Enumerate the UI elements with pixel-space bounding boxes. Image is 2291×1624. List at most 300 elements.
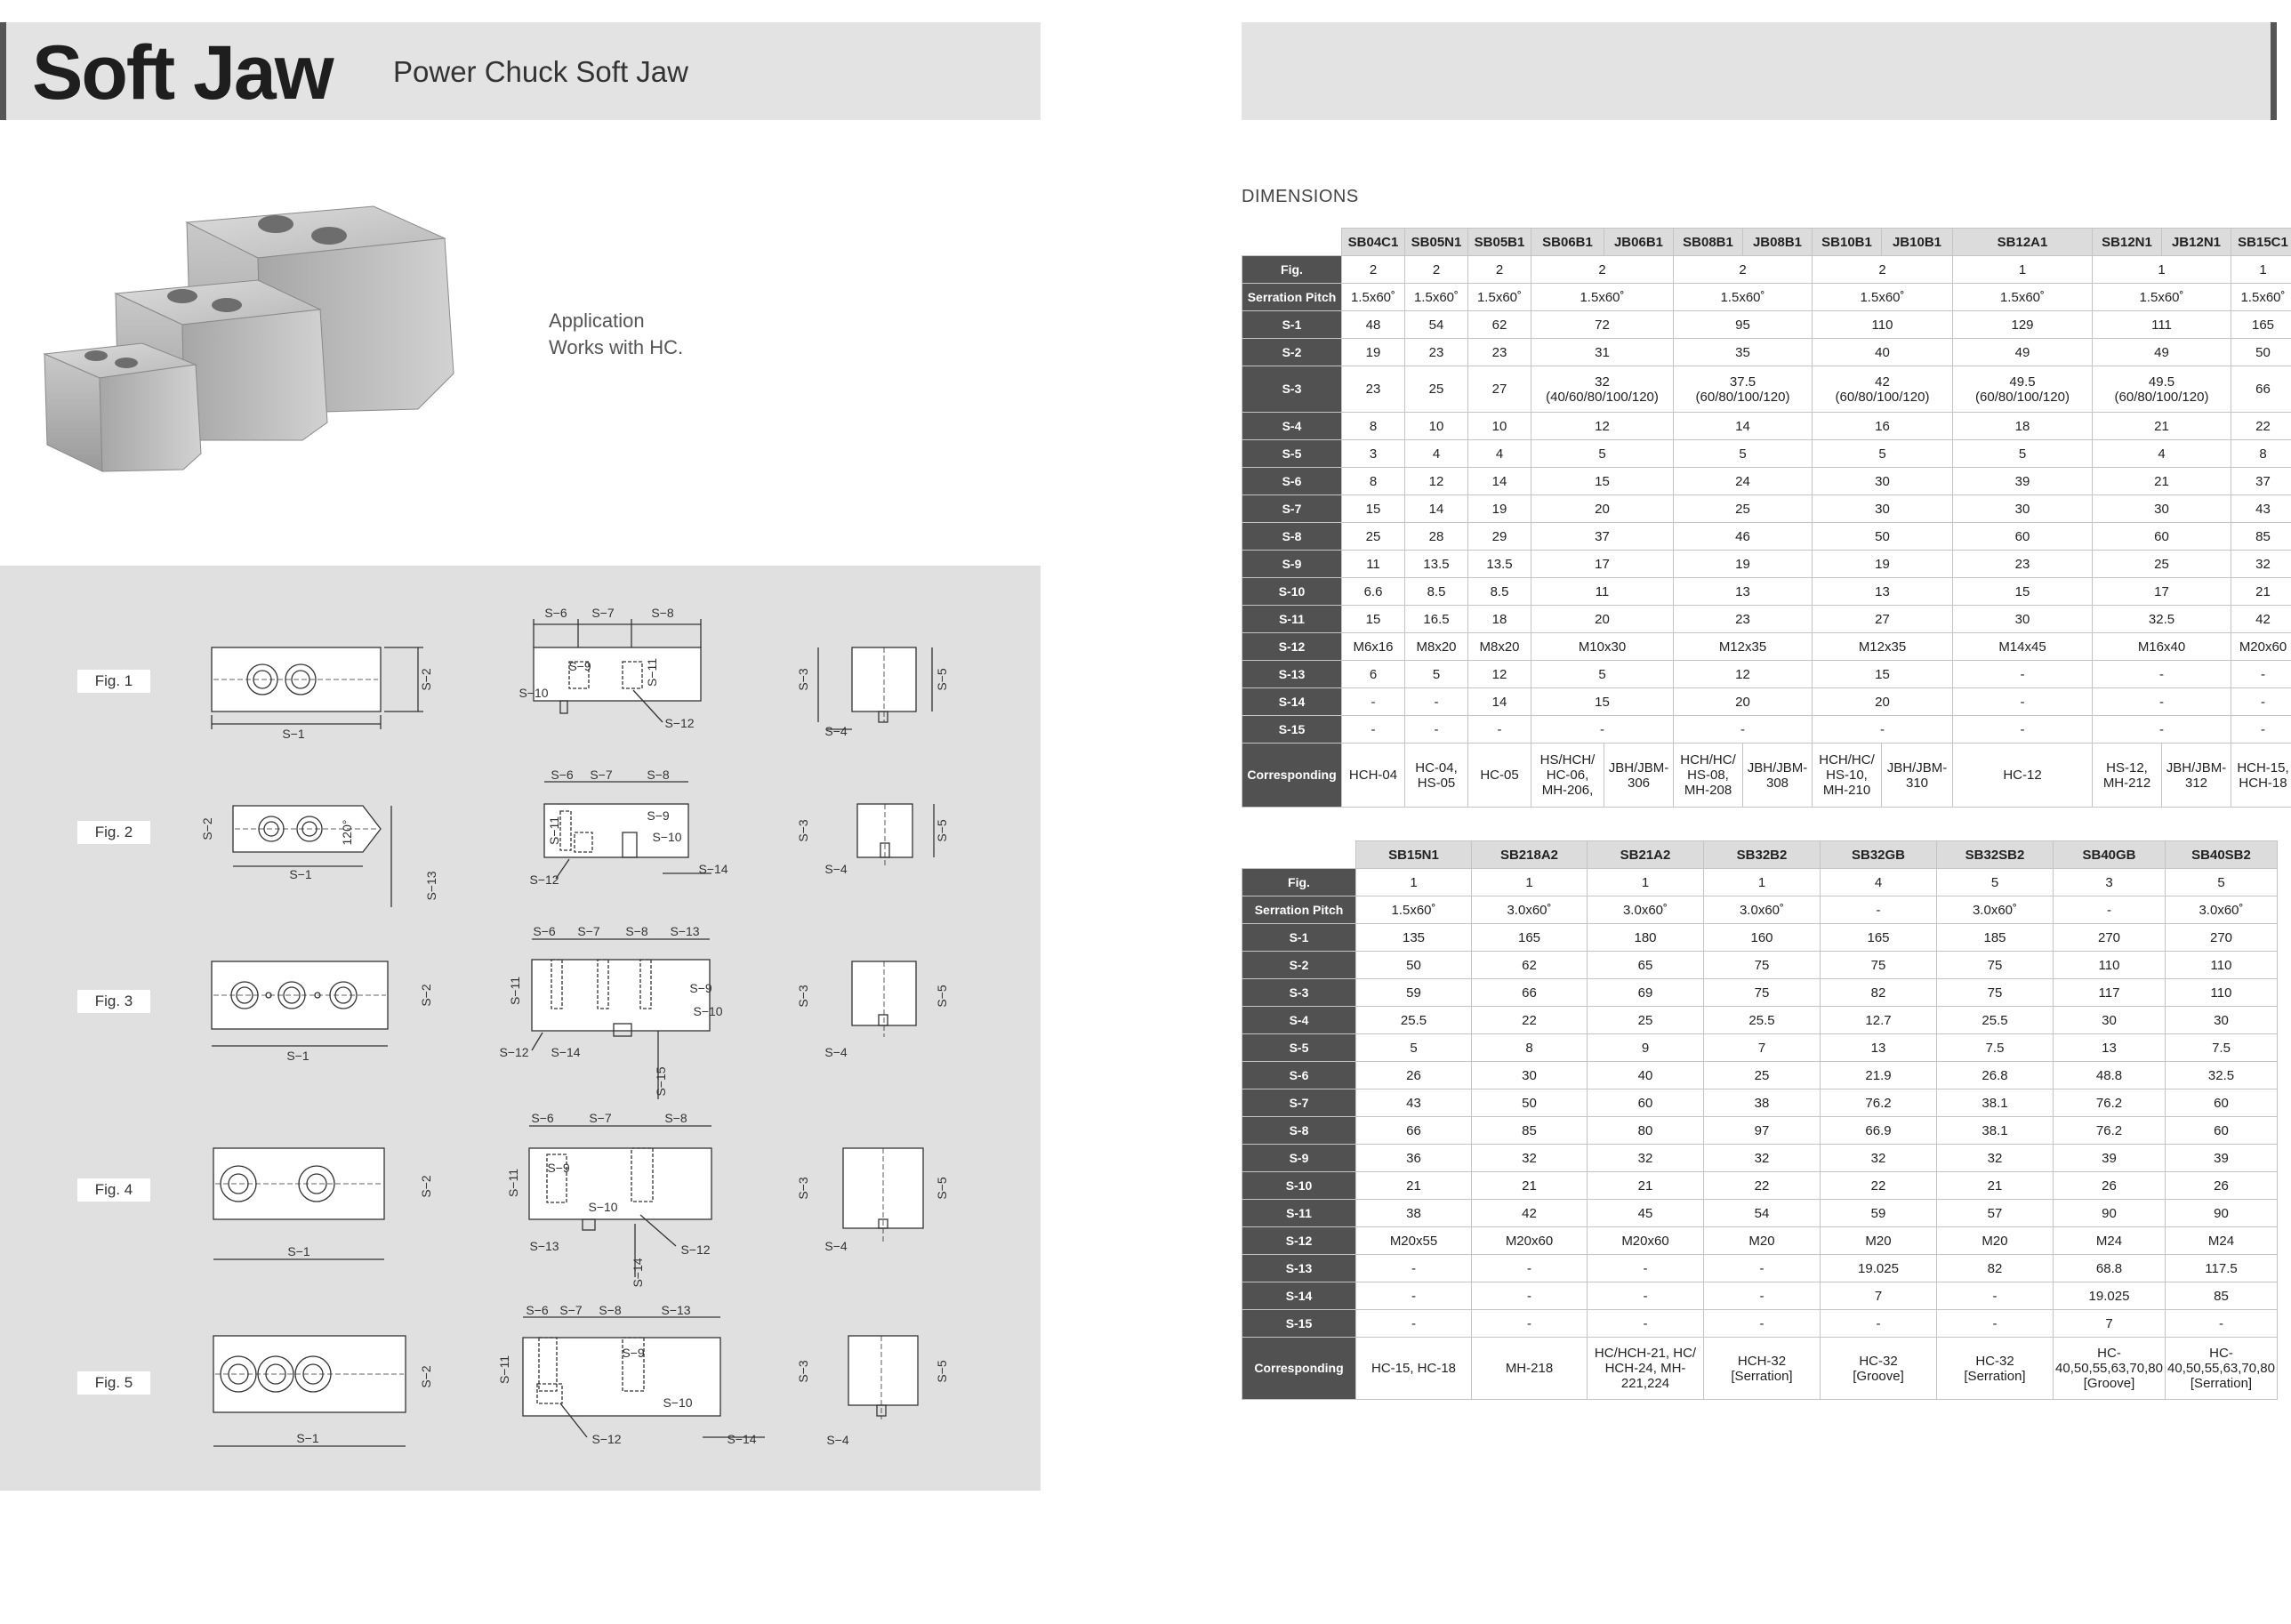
table-cell: -: [1588, 1282, 1704, 1310]
fig1-drawing: [212, 606, 949, 741]
table-cell: 8: [2231, 440, 2291, 468]
table-cell: 43: [1356, 1089, 1472, 1117]
table-cell: 21.9: [1821, 1062, 1937, 1089]
svg-text:S−5: S−5: [935, 668, 949, 691]
table-cell: 3: [2054, 869, 2166, 896]
col-header: SB06B1: [1531, 229, 1604, 256]
table-cell: MH-218: [1472, 1338, 1588, 1400]
table-cell: 8: [1472, 1034, 1588, 1062]
table-cell: 7: [1704, 1034, 1821, 1062]
table-cell: 90: [2054, 1200, 2166, 1227]
table-cell: HC/HCH-21, HC/ HCH-24, MH- 221,224: [1588, 1338, 1704, 1400]
table-cell: 110: [2166, 979, 2278, 1007]
table-cell: M8x20: [1405, 633, 1468, 661]
table-cell: 10: [1405, 413, 1468, 440]
col-header: JB10B1: [1882, 229, 1953, 256]
table-cell: -: [1468, 716, 1531, 744]
svg-text:S−9: S−9: [689, 981, 712, 995]
table-cell: M10x30: [1531, 633, 1674, 661]
table-row: [1242, 1172, 2278, 1200]
table-cell: 76.2: [2054, 1117, 2166, 1145]
table-cell: 1.5x60˚: [1953, 284, 2093, 311]
table-cell: 40: [1588, 1062, 1704, 1089]
table-cell: 1.5x60˚: [1674, 284, 1813, 311]
table-cell: 48.8: [2054, 1062, 2166, 1089]
table-row: [1242, 284, 2291, 311]
table-cell: 5: [1953, 440, 2093, 468]
row-label: S-10: [1242, 1172, 1356, 1200]
table-cell: 15: [1531, 468, 1674, 495]
table-cell: 5: [1531, 661, 1674, 688]
col-header: SB15C1: [2231, 229, 2291, 256]
table-cell: 62: [1468, 311, 1531, 339]
table-cell: HC- 40,50,55,63,70,80 [Groove]: [2054, 1338, 2166, 1400]
table-row: [1242, 661, 2291, 688]
table-cell: 62: [1472, 952, 1588, 979]
table-cell: 135: [1356, 924, 1472, 952]
fig4-drawing: [213, 1111, 949, 1288]
table-row: [1242, 716, 2291, 744]
col-header: SB40GB: [2054, 841, 2166, 869]
table-cell: 21: [2231, 578, 2291, 606]
table-cell: 22: [1704, 1172, 1821, 1200]
table-cell: 3.0x60˚: [1472, 896, 1588, 924]
table-row: [1242, 1282, 2278, 1310]
row-label: S-4: [1242, 413, 1342, 440]
col-header: JB08B1: [1743, 229, 1813, 256]
table-cell: 85: [1472, 1117, 1588, 1145]
table-cell: 12: [1405, 468, 1468, 495]
svg-text:S−4: S−4: [824, 1239, 848, 1253]
svg-text:S−6: S−6: [533, 924, 556, 938]
page-subtitle: Power Chuck Soft Jaw: [393, 55, 688, 88]
table-cell: 50: [2231, 339, 2291, 366]
small-jaw-shape: [44, 343, 201, 471]
table-cell: 60: [2166, 1117, 2278, 1145]
svg-text:S−11: S−11: [547, 816, 561, 846]
table-cell: 20: [1531, 495, 1674, 523]
table-cell: M6x16: [1342, 633, 1405, 661]
table-cell: 25: [1588, 1007, 1704, 1034]
fig-label-2: Fig. 2: [77, 821, 150, 844]
table-cell: 3.0x60˚: [1588, 896, 1704, 924]
table-cell: 8: [1342, 468, 1405, 495]
col-header: SB32GB: [1821, 841, 1937, 869]
row-label: S-2: [1242, 952, 1356, 979]
row-label: S-6: [1242, 468, 1342, 495]
table-cell: 76.2: [1821, 1089, 1937, 1117]
row-label: Serration Pitch: [1242, 284, 1342, 311]
row-label: Corresponding: [1242, 1338, 1356, 1400]
table-cell: 22: [1821, 1172, 1937, 1200]
svg-text:S−9: S−9: [568, 659, 591, 673]
svg-text:S−10: S−10: [693, 1004, 723, 1018]
table-cell: HC-05: [1468, 744, 1531, 808]
table-cell: M20x55: [1356, 1227, 1472, 1255]
table-cell: 12: [1531, 413, 1674, 440]
table-cell: 270: [2166, 924, 2278, 952]
table-row: [1242, 1145, 2278, 1172]
col-header: SB08B1: [1674, 229, 1743, 256]
table-row: [1242, 744, 2291, 808]
svg-text:S−2: S−2: [419, 668, 433, 691]
table-cell: 9: [1588, 1034, 1704, 1062]
table-cell: 80: [1588, 1117, 1704, 1145]
figure-panel: [0, 566, 1041, 1491]
col-header: SB05B1: [1468, 229, 1531, 256]
table-cell: 6: [1342, 661, 1405, 688]
table-cell: 50: [1472, 1089, 1588, 1117]
table-cell: 75: [1704, 952, 1821, 979]
table-cell: 48: [1342, 311, 1405, 339]
row-label: S-1: [1242, 311, 1342, 339]
table-cell: 4: [2093, 440, 2231, 468]
row-label: S-4: [1242, 1007, 1356, 1034]
svg-text:S−7: S−7: [590, 768, 613, 782]
svg-text:S−8: S−8: [599, 1303, 622, 1317]
table-cell: HCH/HC/ HS-08, MH-208: [1674, 744, 1743, 808]
row-label: S-1: [1242, 924, 1356, 952]
svg-text:S−10: S−10: [652, 830, 682, 844]
table-cell: 49: [2093, 339, 2231, 366]
table-cell: 3.0x60˚: [1937, 896, 2054, 924]
table-cell: 60: [1588, 1089, 1704, 1117]
table-cell: 21: [2093, 468, 2231, 495]
table-cell: 19.025: [1821, 1255, 1937, 1282]
svg-text:S−8: S−8: [664, 1111, 687, 1125]
table-cell: 20: [1674, 688, 1813, 716]
table-cell: 37: [1531, 523, 1674, 551]
table-cell: 39: [2054, 1145, 2166, 1172]
dimensions-table-1: [1242, 228, 2291, 808]
dimensions-title: DIMENSIONS: [1242, 187, 1359, 206]
table-cell: M20x60: [1472, 1227, 1588, 1255]
svg-text:S−10: S−10: [663, 1395, 693, 1410]
svg-text:S−1: S−1: [287, 1244, 310, 1258]
col-header: SB40SB2: [2166, 841, 2278, 869]
table-cell: 29: [1468, 523, 1531, 551]
svg-text:S−5: S−5: [935, 1177, 949, 1200]
table-cell: 66.9: [1821, 1117, 1937, 1145]
table-cell: HC-12: [1953, 744, 2093, 808]
table-cell: 15: [1342, 606, 1405, 633]
svg-text:S−10: S−10: [518, 686, 549, 700]
table-cell: -: [1472, 1255, 1588, 1282]
table-cell: 13: [1821, 1034, 1937, 1062]
table-cell: 7.5: [1937, 1034, 2054, 1062]
table-cell: 30: [1953, 606, 2093, 633]
table-cell: 66: [2231, 366, 2291, 413]
svg-text:S−7: S−7: [577, 924, 600, 938]
table-cell: 23: [1468, 339, 1531, 366]
table-row: [1242, 468, 2291, 495]
table-cell: 37.5 (60/80/100/120): [1674, 366, 1813, 413]
table-cell: JBH/JBM- 312: [2162, 744, 2231, 808]
table-cell: 72: [1531, 311, 1674, 339]
row-label: S-12: [1242, 633, 1342, 661]
table-cell: 16.5: [1405, 606, 1468, 633]
table-cell: 11: [1531, 578, 1674, 606]
table-cell: 25: [1704, 1062, 1821, 1089]
table-cell: 32.5: [2166, 1062, 2278, 1089]
row-label: S-5: [1242, 440, 1342, 468]
table-cell: 82: [1937, 1255, 2054, 1282]
table-cell: 1.5x60˚: [1531, 284, 1674, 311]
table-row: [1242, 1255, 2278, 1282]
table-cell: 54: [1405, 311, 1468, 339]
fig-label-3: Fig. 3: [77, 990, 150, 1013]
table-cell: 165: [2231, 311, 2291, 339]
svg-text:S−3: S−3: [796, 1360, 810, 1383]
table-cell: 75: [1937, 979, 2054, 1007]
row-label: S-14: [1242, 1282, 1356, 1310]
table-row: [1242, 633, 2291, 661]
table-cell: 165: [1821, 924, 1937, 952]
table-row: [1242, 440, 2291, 468]
table-cell: 68.8: [2054, 1255, 2166, 1282]
table-cell: 1.5x60˚: [1342, 284, 1405, 311]
table-1-corner: [1242, 229, 1342, 256]
svg-text:S−13: S−13: [661, 1303, 691, 1317]
table-cell: 49.5 (60/80/100/120): [1953, 366, 2093, 413]
table-cell: JBH/JBM- 310: [1882, 744, 1953, 808]
table-cell: 30: [1813, 495, 1953, 523]
table-cell: 32.5: [2093, 606, 2231, 633]
row-label: S-13: [1242, 1255, 1356, 1282]
table-cell: 129: [1953, 311, 2093, 339]
table-cell: 111: [2093, 311, 2231, 339]
table-cell: 46: [1674, 523, 1813, 551]
header-banner-right: [1242, 22, 2277, 120]
svg-text:S−9: S−9: [547, 1161, 570, 1175]
table-cell: M8x20: [1468, 633, 1531, 661]
table-cell: -: [1937, 1282, 2054, 1310]
table-cell: 110: [1813, 311, 1953, 339]
svg-text:S−4: S−4: [824, 724, 848, 738]
table-cell: 42: [1472, 1200, 1588, 1227]
table-cell: 5: [1405, 661, 1468, 688]
table-cell: -: [1405, 716, 1468, 744]
table-cell: 31: [1531, 339, 1674, 366]
col-header: SB32SB2: [1937, 841, 2054, 869]
table-row: [1242, 523, 2291, 551]
svg-text:S−11: S−11: [497, 1355, 511, 1385]
table-cell: 1: [1588, 869, 1704, 896]
table-cell: -: [1704, 1255, 1821, 1282]
table-cell: 19: [1674, 551, 1813, 578]
table-cell: 1.5x60˚: [1813, 284, 1953, 311]
row-label: S-15: [1242, 716, 1342, 744]
svg-text:S−9: S−9: [622, 1346, 645, 1360]
table-cell: 3: [1342, 440, 1405, 468]
table-cell: 16: [1813, 413, 1953, 440]
svg-text:S−3: S−3: [796, 985, 810, 1008]
svg-text:S−2: S−2: [419, 1365, 433, 1388]
table-cell: -: [1356, 1282, 1472, 1310]
svg-text:S−4: S−4: [824, 1045, 848, 1059]
svg-text:S−8: S−8: [647, 768, 670, 782]
svg-text:S−12: S−12: [529, 872, 559, 887]
row-label: S-2: [1242, 339, 1342, 366]
table-cell: 42 (60/80/100/120): [1813, 366, 1953, 413]
table-cell: 75: [1937, 952, 2054, 979]
svg-text:S−14: S−14: [551, 1045, 581, 1059]
table-cell: 160: [1704, 924, 1821, 952]
table-cell: HCH-04: [1342, 744, 1405, 808]
table-cell: 1.5x60˚: [2093, 284, 2231, 311]
table-cell: 19: [1813, 551, 1953, 578]
table-row: [1242, 1007, 2278, 1034]
table-cell: 30: [2093, 495, 2231, 523]
table-cell: 27: [1468, 366, 1531, 413]
table-cell: 15: [1342, 495, 1405, 523]
table-cell: 21: [1937, 1172, 2054, 1200]
table-cell: 22: [2231, 413, 2291, 440]
svg-text:S−1: S−1: [286, 1049, 309, 1063]
row-label: Fig.: [1242, 256, 1342, 284]
col-header: SB15N1: [1356, 841, 1472, 869]
table-cell: 117.5: [2166, 1255, 2278, 1282]
table-cell: 6.6: [1342, 578, 1405, 606]
table-cell: 38.1: [1937, 1117, 2054, 1145]
table-cell: 1: [2231, 256, 2291, 284]
table-cell: HC-32 [Groove]: [1821, 1338, 1937, 1400]
table-row: [1242, 366, 2291, 413]
table-cell: 110: [2054, 952, 2166, 979]
svg-text:S−12: S−12: [680, 1242, 711, 1257]
table-cell: 25: [1342, 523, 1405, 551]
table-cell: 14: [1468, 468, 1531, 495]
row-label: S-5: [1242, 1034, 1356, 1062]
row-label: S-15: [1242, 1310, 1356, 1338]
table-cell: 25.5: [1356, 1007, 1472, 1034]
table-cell: 30: [1813, 468, 1953, 495]
table-cell: 13: [1813, 578, 1953, 606]
table-cell: 25: [2093, 551, 2231, 578]
table-cell: 2: [1674, 256, 1813, 284]
row-label: S-7: [1242, 1089, 1356, 1117]
table-cell: 5: [1937, 869, 2054, 896]
table-cell: 7: [2054, 1310, 2166, 1338]
table-cell: 49.5 (60/80/100/120): [2093, 366, 2231, 413]
table-cell: 20: [1813, 688, 1953, 716]
table-cell: 42: [2231, 606, 2291, 633]
table-row: [1242, 495, 2291, 523]
table-cell: 2: [1405, 256, 1468, 284]
page-title: Soft Jaw: [32, 30, 333, 116]
table-cell: -: [1531, 716, 1674, 744]
col-header: SB04C1: [1342, 229, 1405, 256]
svg-text:S−14: S−14: [698, 862, 728, 876]
table-cell: 8.5: [1468, 578, 1531, 606]
row-label: S-13: [1242, 661, 1342, 688]
row-label: S-7: [1242, 495, 1342, 523]
svg-text:S−1: S−1: [296, 1431, 319, 1445]
col-header: JB06B1: [1604, 229, 1674, 256]
dimensions-table-2: [1242, 840, 2278, 1400]
svg-text:S−3: S−3: [796, 819, 810, 842]
table-cell: M16x40: [2093, 633, 2231, 661]
table-row: [1242, 256, 2291, 284]
svg-text:S−9: S−9: [647, 808, 670, 823]
table-row: [1242, 1117, 2278, 1145]
row-label: S-6: [1242, 1062, 1356, 1089]
table-row: [1242, 1062, 2278, 1089]
table-cell: 35: [1674, 339, 1813, 366]
table-cell: -: [1342, 688, 1405, 716]
row-label: Corresponding: [1242, 744, 1342, 808]
table-cell: 36: [1356, 1145, 1472, 1172]
table-row: [1242, 869, 2278, 896]
row-label: S-3: [1242, 979, 1356, 1007]
table-cell: -: [1342, 716, 1405, 744]
table-cell: 23: [1342, 366, 1405, 413]
row-label: S-8: [1242, 523, 1342, 551]
svg-text:S−6: S−6: [544, 606, 567, 620]
table-cell: 1.5x60˚: [1356, 896, 1472, 924]
table-cell: -: [1821, 896, 1937, 924]
table-row: [1242, 896, 2278, 924]
col-header: SB21A2: [1588, 841, 1704, 869]
row-label: Serration Pitch: [1242, 896, 1356, 924]
table-cell: HC-32 [Serration]: [1937, 1338, 2054, 1400]
table-cell: M20: [1704, 1227, 1821, 1255]
table-row: [1242, 979, 2278, 1007]
table-row: [1242, 1200, 2278, 1227]
table-cell: 12: [1468, 661, 1531, 688]
table-cell: 10: [1468, 413, 1531, 440]
table-row: [1242, 1089, 2278, 1117]
table-cell: 15: [1813, 661, 1953, 688]
table-cell: 30: [1953, 495, 2093, 523]
table-cell: 4: [1405, 440, 1468, 468]
table-cell: -: [2231, 716, 2291, 744]
table-cell: 5: [2166, 869, 2278, 896]
table-cell: 60: [2166, 1089, 2278, 1117]
table-cell: M12x35: [1674, 633, 1813, 661]
table-cell: 38: [1356, 1200, 1472, 1227]
svg-text:S−4: S−4: [826, 1433, 849, 1447]
table-cell: 23: [1674, 606, 1813, 633]
table-cell: -: [2093, 688, 2231, 716]
table-cell: 21: [2093, 413, 2231, 440]
table-cell: -: [2166, 1310, 2278, 1338]
table-cell: 32: [2231, 551, 2291, 578]
table-cell: -: [2093, 716, 2231, 744]
table-row: [1242, 688, 2291, 716]
table-cell: 13.5: [1468, 551, 1531, 578]
table-2-header-row: [1242, 841, 2278, 869]
svg-text:S−5: S−5: [935, 1360, 949, 1383]
table-cell: HS/HCH/ HC-06, MH-206,: [1531, 744, 1604, 808]
svg-text:S−14: S−14: [727, 1432, 757, 1446]
svg-text:120°: 120°: [340, 819, 354, 846]
svg-text:S−3: S−3: [796, 1177, 810, 1200]
table-cell: M20: [1821, 1227, 1937, 1255]
svg-text:S−7: S−7: [559, 1303, 583, 1317]
col-header: SB218A2: [1472, 841, 1588, 869]
table-cell: 12: [1674, 661, 1813, 688]
table-cell: 15: [1531, 688, 1674, 716]
table-cell: M20: [1937, 1227, 2054, 1255]
svg-text:S−8: S−8: [651, 606, 674, 620]
table-cell: 30: [1472, 1062, 1588, 1089]
svg-text:S−6: S−6: [551, 768, 574, 782]
table-row: [1242, 606, 2291, 633]
table-cell: 13: [1674, 578, 1813, 606]
table-cell: 5: [1356, 1034, 1472, 1062]
table-cell: -: [1588, 1255, 1704, 1282]
